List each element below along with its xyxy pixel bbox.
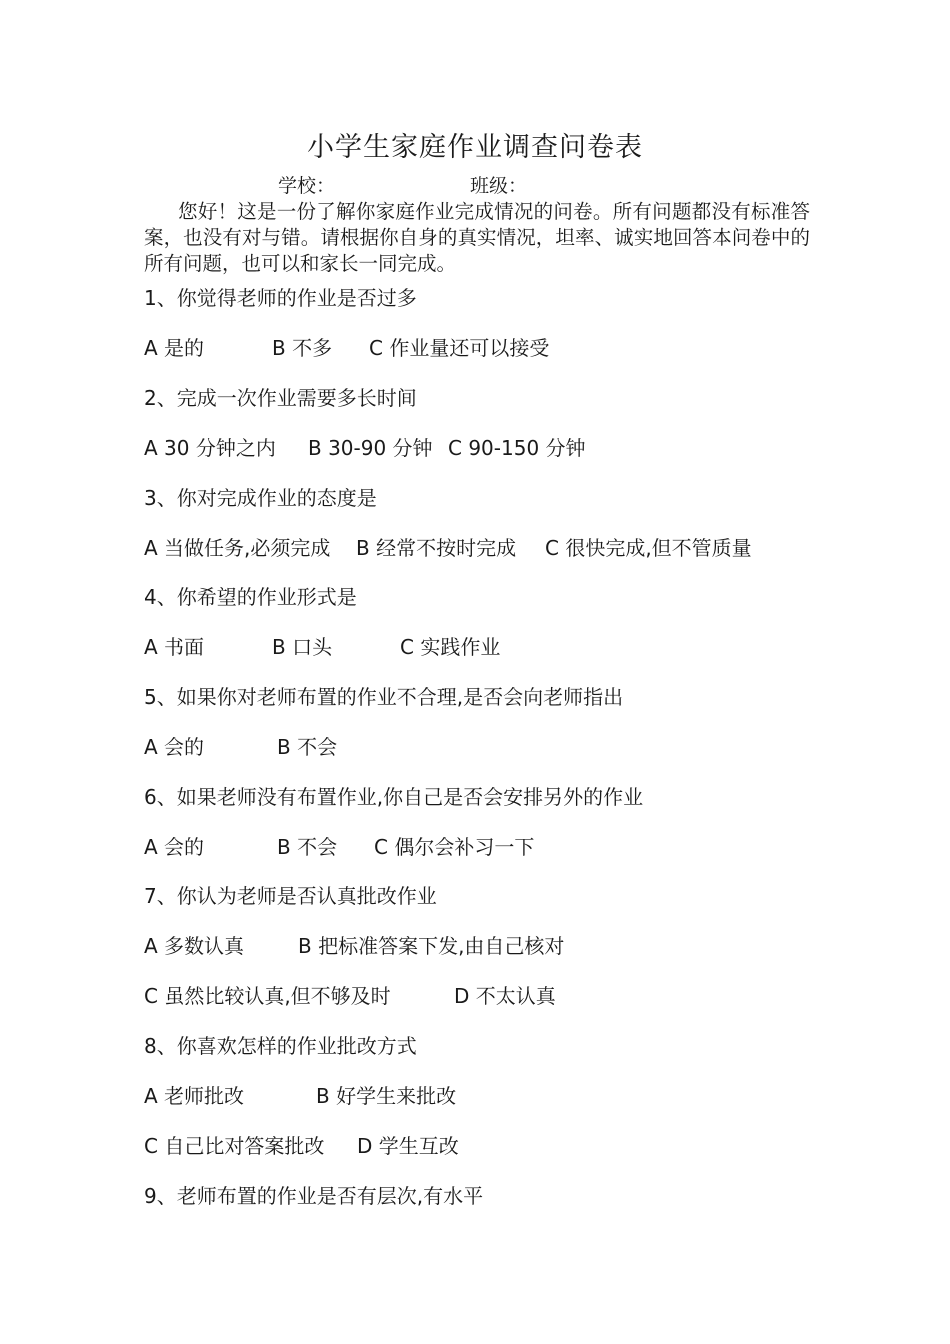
page-title: 小学生家庭作业调查问卷表 <box>307 132 643 163</box>
option: C 作业量还可以接受 <box>369 336 550 360</box>
option: C 自己比对答案批改 <box>144 1134 325 1158</box>
option: B 30-90 分钟 <box>308 436 433 460</box>
option: B 经常不按时完成 <box>356 536 517 560</box>
class-label: 班级： <box>470 175 528 197</box>
option: A 书面 <box>144 635 205 659</box>
option: A 会的 <box>144 735 205 759</box>
option: A 会的 <box>144 835 205 859</box>
option: A 30 分钟之内 <box>144 436 276 460</box>
option: B 不会 <box>277 735 338 759</box>
option: B 口头 <box>272 635 333 659</box>
option: C 90-150 分钟 <box>448 436 586 460</box>
option: B 好学生来批改 <box>316 1084 457 1108</box>
option: A 老师批改 <box>144 1084 245 1108</box>
option: C 实践作业 <box>400 635 501 659</box>
option: B 不多 <box>272 336 333 360</box>
option: C 偶尔会补习一下 <box>374 835 535 859</box>
option: D 学生互改 <box>357 1134 459 1158</box>
option: B 把标准答案下发,由自己核对 <box>298 934 565 958</box>
option: C 很快完成,但不管质量 <box>545 536 752 560</box>
option: C 虽然比较认真,但不够及时 <box>144 984 391 1008</box>
option: B 不会 <box>277 835 338 859</box>
questionnaire-page: 小学生家庭作业调查问卷表 学校： 班级： 您好！这是一份了解你家庭作业完成情况的问卷。所有问题都没有标准答案，也没有对与错。请根据你自身的真实情况，坦率、诚实地回答本问卷中的所有问题，也可以和家长一同完成。 1、你觉得老师的作业是否过多 A 是的 B 不多 C 作业量还可以接受 2、完成一次作业需要多长时间 A 30 分钟之内 B 30-90 分钟 C 90-150 分钟 3、你对完成作业的态度是 A 当做任务,必须完成 B 经常不按时完成 C 很快完成,但不管质量 4、你希望的作业形式是 A 书面 B 口头 C 实践作业 5、如果你对老师布置的作业不合理,是否会向老师指出 A 会的 B 不会 6、如果老师没有布置作业,你自己是否会安排另外的作业 A 会的 B 不会 C 偶尔会补习一下 7、你认为老师是否认真批改作业 A 多数认真 B 把标准答案下发,由自己核对 C 虽然比较认真,但不够及时 D 不太认真 8、你喜欢怎样的作业批改方式 A 老师批改 B 好学生来批改 C 自己比对答案批改 D 学生互改 9、老师布置的作业是否有层次,有水平 <box>0 0 950 1344</box>
option: D 不太认真 <box>454 984 556 1008</box>
intro-paragraph: 您好！这是一份了解你家庭作业完成情况的问卷。所有问题都没有标准答案，也没有对与错。请根据你自身的真实情况，坦率、诚实地回答本问卷中的所有问题，也可以和家长一同完成。 <box>144 200 810 275</box>
option: A 是的 <box>144 336 205 360</box>
school-label: 学校： <box>278 175 336 197</box>
option: A 多数认真 <box>144 934 245 958</box>
option: A 当做任务,必须完成 <box>144 536 331 560</box>
